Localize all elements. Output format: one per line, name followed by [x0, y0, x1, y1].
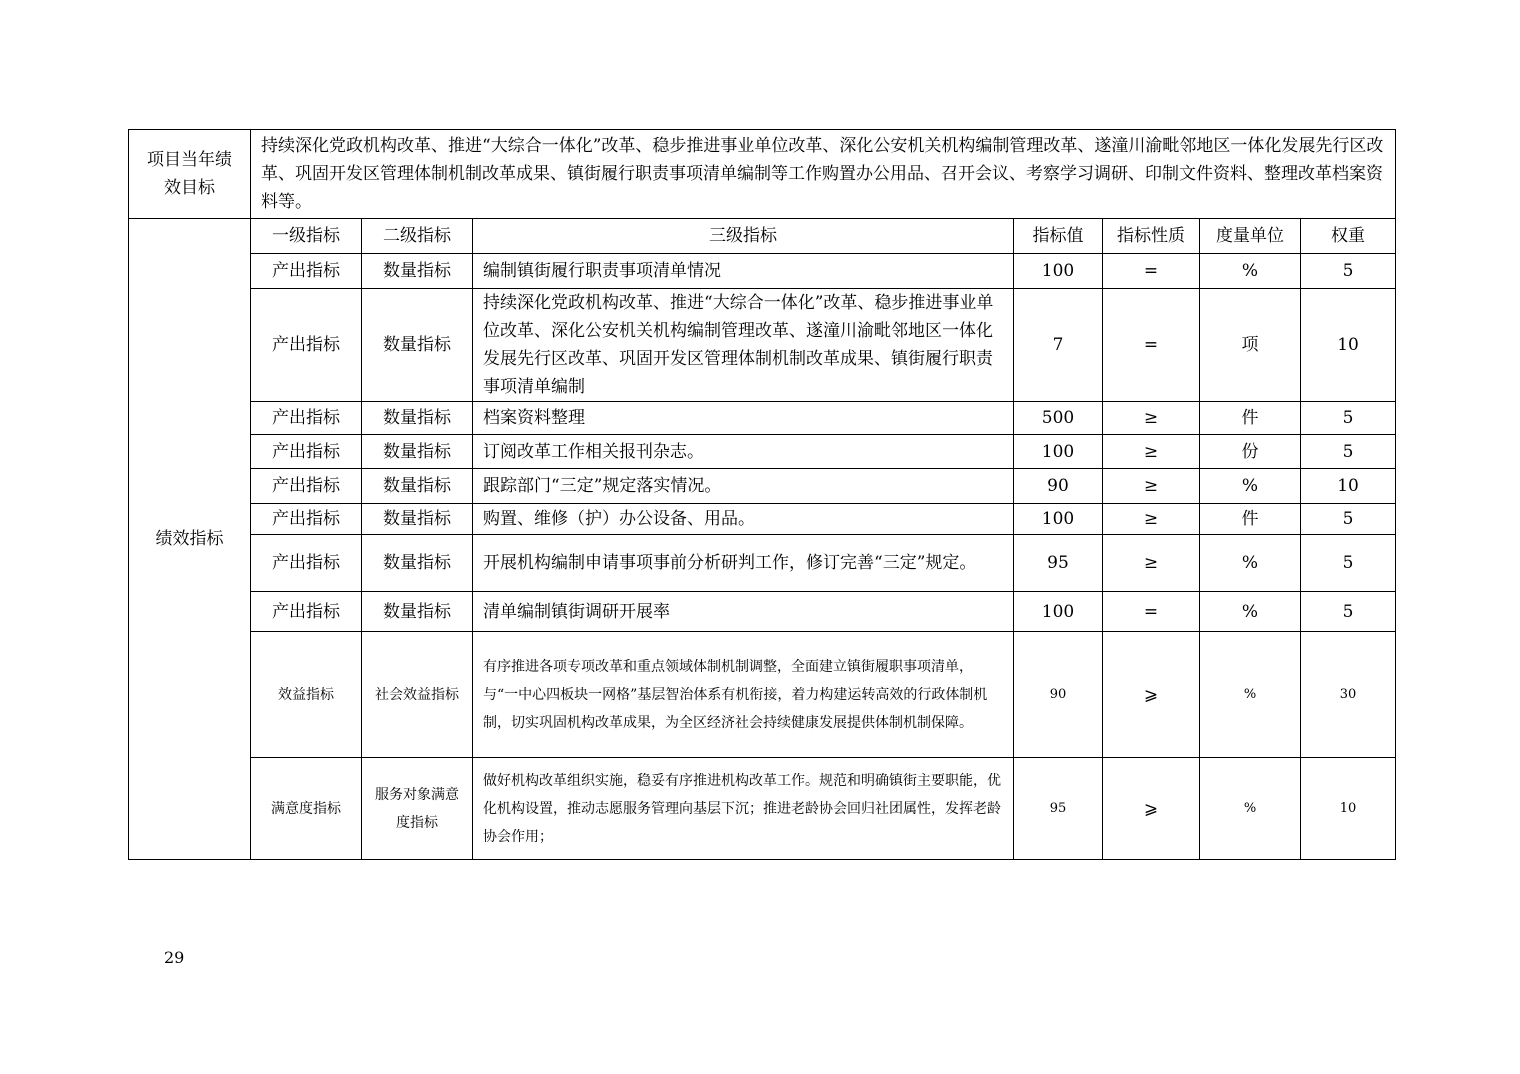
table-row [129, 289, 1396, 402]
row-level2: 服务对象满意度指标 [362, 758, 473, 860]
header-level1: 一级指标 [251, 219, 362, 254]
row-level3: 档案资料整理 [473, 402, 1014, 435]
row-weight: 5 [1301, 592, 1396, 632]
row-value: 95 [1014, 758, 1103, 860]
row-level2: 数量指标 [362, 504, 473, 535]
table-row [129, 632, 1396, 758]
row-nature: ⩾ [1103, 632, 1200, 758]
row-value: 90 [1014, 469, 1103, 504]
goal-row [129, 130, 1396, 219]
table-row [129, 758, 1396, 860]
header-row [129, 219, 1396, 254]
row-level1: 产出指标 [251, 435, 362, 469]
row-level3: 持续深化党政机构改革、推进“大综合一体化”改革、稳步推进事业单位改革、深化公安机关机构编制管理改革、遂潼川渝毗邻地区一体化发展先行区改革、巩固开发区管理体制机制改革成果、镇街履行职责事项清单编制 [473, 289, 1014, 402]
row-nature: ≥ [1103, 402, 1200, 435]
row-level1: 产出指标 [251, 592, 362, 632]
row-value: 100 [1014, 254, 1103, 289]
row-nature: = [1103, 289, 1200, 402]
page-number: 29 [164, 948, 185, 967]
row-nature: ⩾ [1103, 758, 1200, 860]
table-row [129, 504, 1396, 535]
row-nature: ≥ [1103, 504, 1200, 535]
row-level3: 订阅改革工作相关报刊杂志。 [473, 435, 1014, 469]
row-value: 90 [1014, 632, 1103, 758]
goal-label: 项目当年绩效目标 [129, 130, 251, 219]
row-weight: 5 [1301, 435, 1396, 469]
row-level2: 数量指标 [362, 435, 473, 469]
row-unit: 件 [1200, 504, 1301, 535]
row-nature: ≥ [1103, 435, 1200, 469]
table-row [129, 402, 1396, 435]
row-unit: % [1200, 469, 1301, 504]
row-value: 100 [1014, 504, 1103, 535]
row-nature: ≥ [1103, 535, 1200, 592]
row-level1: 产出指标 [251, 535, 362, 592]
row-level3: 编制镇街履行职责事项清单情况 [473, 254, 1014, 289]
row-level2: 数量指标 [362, 402, 473, 435]
row-weight: 10 [1301, 758, 1396, 860]
header-unit: 度量单位 [1200, 219, 1301, 254]
row-value: 100 [1014, 592, 1103, 632]
row-value: 7 [1014, 289, 1103, 402]
row-level1: 产出指标 [251, 254, 362, 289]
row-level2: 数量指标 [362, 289, 473, 402]
row-level2: 数量指标 [362, 469, 473, 504]
row-level1: 产出指标 [251, 469, 362, 504]
row-weight: 5 [1301, 402, 1396, 435]
row-level2: 数量指标 [362, 254, 473, 289]
row-level2: 社会效益指标 [362, 632, 473, 758]
table-row [129, 592, 1396, 632]
row-nature: ≥ [1103, 469, 1200, 504]
row-unit: % [1200, 535, 1301, 592]
row-level1: 产出指标 [251, 289, 362, 402]
table-row [129, 535, 1396, 592]
header-level2: 二级指标 [362, 219, 473, 254]
row-nature: = [1103, 254, 1200, 289]
indicators-label: 绩效指标 [129, 219, 251, 860]
row-weight: 5 [1301, 535, 1396, 592]
header-weight: 权重 [1301, 219, 1396, 254]
row-level2: 数量指标 [362, 535, 473, 592]
row-level3: 做好机构改革组织实施，稳妥有序推进机构改革工作。规范和明确镇街主要职能，优化机构设置，推动志愿服务管理向基层下沉；推进老龄协会回归社团属性，发挥老龄协会作用； [473, 758, 1014, 860]
row-nature: = [1103, 592, 1200, 632]
row-unit: % [1200, 632, 1301, 758]
row-weight: 10 [1301, 289, 1396, 402]
row-unit: % [1200, 758, 1301, 860]
row-level3: 清单编制镇街调研开展率 [473, 592, 1014, 632]
goal-text: 持续深化党政机构改革、推进“大综合一体化”改革、稳步推进事业单位改革、深化公安机关机构编制管理改革、遂潼川渝毗邻地区一体化发展先行区改革、巩固开发区管理体制机制改革成果、镇街履行职责事项清单编制等工作购置办公用品、召开会议、考察学习调研、印制文件资料、整理改革档案资料等。 [251, 130, 1396, 219]
row-level3: 开展机构编制申请事项事前分析研判工作，修订完善“三定”规定。 [473, 535, 1014, 592]
row-level1: 满意度指标 [251, 758, 362, 860]
row-unit: 份 [1200, 435, 1301, 469]
row-value: 100 [1014, 435, 1103, 469]
row-level3: 有序推进各项专项改革和重点领域体制机制调整，全面建立镇街履职事项清单，与“一中心四板块一网格”基层智治体系有机衔接，着力构建运转高效的行政体制机制，切实巩固机构改革成果，为全区经济社会持续健康发展提供体制机制保障。 [473, 632, 1014, 758]
row-level1: 效益指标 [251, 632, 362, 758]
row-value: 95 [1014, 535, 1103, 592]
row-level3: 跟踪部门“三定”规定落实情况。 [473, 469, 1014, 504]
header-nature: 指标性质 [1103, 219, 1200, 254]
table-row [129, 435, 1396, 469]
row-unit: % [1200, 254, 1301, 289]
row-unit: 项 [1200, 289, 1301, 402]
row-unit: % [1200, 592, 1301, 632]
row-value: 500 [1014, 402, 1103, 435]
row-level3: 购置、维修（护）办公设备、用品。 [473, 504, 1014, 535]
row-weight: 5 [1301, 254, 1396, 289]
row-level1: 产出指标 [251, 402, 362, 435]
row-weight: 5 [1301, 504, 1396, 535]
table-row [129, 469, 1396, 504]
row-weight: 30 [1301, 632, 1396, 758]
row-level2: 数量指标 [362, 592, 473, 632]
table-row [129, 254, 1396, 289]
header-level3: 三级指标 [473, 219, 1014, 254]
header-value: 指标值 [1014, 219, 1103, 254]
row-weight: 10 [1301, 469, 1396, 504]
performance-table [128, 129, 1396, 860]
row-unit: 件 [1200, 402, 1301, 435]
row-level1: 产出指标 [251, 504, 362, 535]
